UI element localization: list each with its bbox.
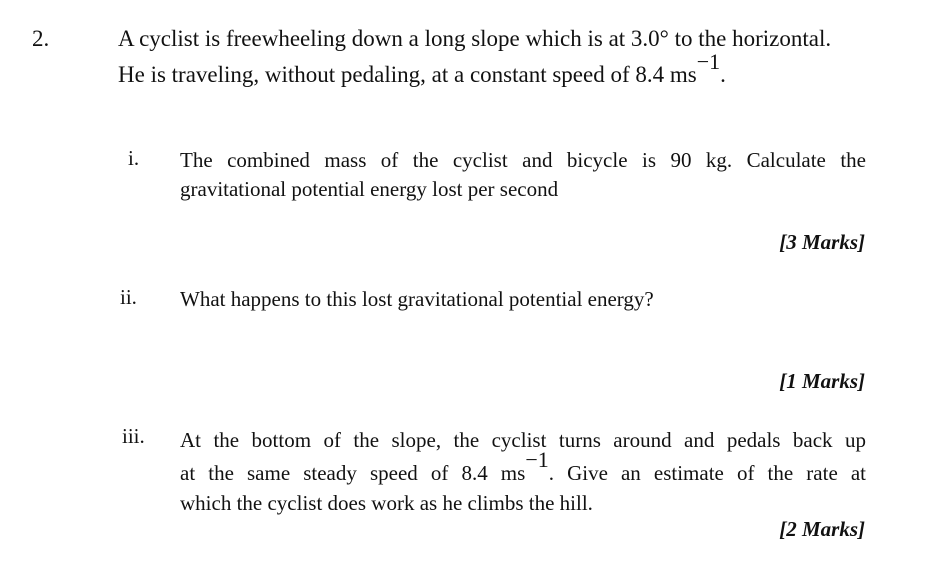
stem-speed-unit-exponent: −1 <box>696 49 721 74</box>
part-iii-label: iii. <box>122 424 145 448</box>
stem-line-end: . <box>720 62 726 87</box>
question-number: 2. <box>32 26 50 51</box>
part-ii-marks: [1 Marks] <box>779 369 865 393</box>
part-iii-speed-unit-exponent: −1 <box>525 447 549 472</box>
part-ii-label: ii. <box>120 285 137 309</box>
part-ii-line-1: What happens to this lost gravitational potential energy? <box>180 287 654 311</box>
part-i-label: i. <box>128 146 140 170</box>
part-iii-line-3: which the cyclist does work as he climbs the hill. <box>180 491 593 515</box>
part-i-line-1: The combined mass of the cyclist and bicycle is 90 kg. Calculate the <box>180 148 866 172</box>
stem-speed-text: He is traveling, without pedaling, at a constant speed of 8.4 ms <box>118 62 697 87</box>
question-stem-line-1: A cyclist is freewheeling down a long slope which is at 3.0° to the horizontal. <box>118 26 832 51</box>
part-iii-line-2-end: . Give an estimate of the rate at <box>548 461 867 485</box>
part-iii-line-2 <box>180 447 867 490</box>
part-i-line-2: gravitational potential energy lost per second <box>180 177 559 201</box>
part-iii-marks: [2 Marks] <box>779 517 865 541</box>
part-iii-line-1: At the bottom of the slope, the cyclist turns around and pedals back up <box>180 428 866 452</box>
part-iii-text <box>180 424 866 516</box>
part-i-text <box>180 146 866 204</box>
part-iii-speed-text: at the same steady speed of 8.4 ms <box>180 461 526 485</box>
part-i-marks: [3 Marks] <box>779 230 865 254</box>
part-ii-text <box>180 285 866 314</box>
question-stem-line-2 <box>118 49 878 88</box>
